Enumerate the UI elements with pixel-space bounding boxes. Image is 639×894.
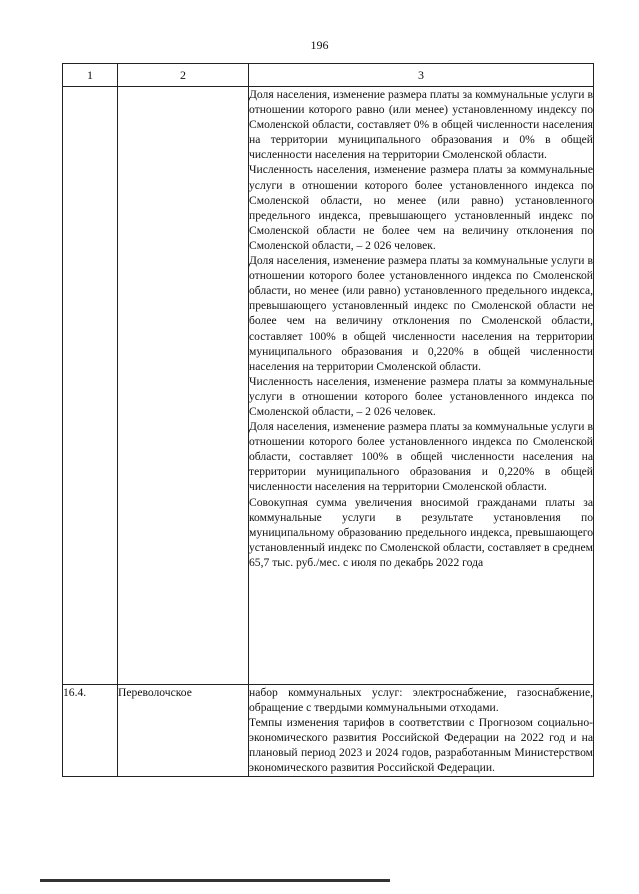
table-header-row xyxy=(63,64,594,87)
paragraph: Доля населения, изменение размера платы за коммунальные услуги в отношении которого более установленного индекса по Смоленской области, составляет 100% в общей численности населения на территории муниципального образования и 0,220% в общей численности населения на территории Смоленской области. xyxy=(249,420,593,494)
paragraph: набор коммунальных услуг: электроснабжение, газоснабжение, обращение с твердыми коммунальными отходами. xyxy=(249,686,593,715)
description-cell xyxy=(249,685,594,777)
column-header-2: 2 xyxy=(118,64,249,87)
table-row xyxy=(63,685,594,777)
table-row xyxy=(63,87,594,685)
row-number-cell xyxy=(63,87,118,685)
paragraph: Темпы изменения тарифов в соответствии с Прогнозом социально-экономического развития Российской Федерации на 2022 год и на плановый период 2023 и 2024 годов, разработанным Министерством экономического развития Российской Федерации. xyxy=(249,716,593,775)
column-header-3: 3 xyxy=(249,64,594,87)
paragraph: Численность населения, изменение размера платы за коммунальные услуги в отношении которого более установленного индекса по Смоленской области, но менее (или равно) установленного предельного индекса, превышающего установленный индекс по Смоленской области не более чем на величину отклонения по Смоленской области, – 2 026 человек. xyxy=(249,163,593,252)
paragraph: Совокупная сумма увеличения вносимой гражданами платы за коммунальные услуги в результате установления по муниципальному образованию предельного индекса, превышающего установленный индекс по Смоленской области, составляет в среднем 65,7 тыс. руб./мес. с июля по декабрь 2022 года xyxy=(249,495,593,569)
document-table xyxy=(62,63,594,777)
row-number-cell: 16.4. xyxy=(63,685,118,777)
page-number: 196 xyxy=(310,38,329,52)
footer-rule xyxy=(40,879,390,882)
paragraph: Доля населения, изменение размера платы за коммунальные услуги в отношении которого более установленного индекса по Смоленской области, но менее (или равно) установленного предельного индекса, превышающего установленный индекс по Смоленской области не более чем на величину отклонения по Смоленской области, составляет 100% в общей численности населения на территории муниципального образования и 0,220% в общей численности населения на территории Смоленской области. xyxy=(249,254,593,373)
paragraph: Численность населения, изменение размера платы за коммунальные услуги в отношении которого более установленного индекса по Смоленской области, – 2 026 человек. xyxy=(249,374,593,418)
description-cell xyxy=(249,87,594,685)
column-header-1: 1 xyxy=(63,64,118,87)
municipality-name-cell: Переволочское xyxy=(118,685,249,777)
municipality-name-cell xyxy=(118,87,249,685)
paragraph: Доля населения, изменение размера платы за коммунальные услуги в отношении которого равно (или менее) установленному индексу по Смоленской области, составляет 0% в общей численности населения на территории муниципального образования и 0% в общей численности населения на территории Смоленской области. xyxy=(249,88,593,162)
